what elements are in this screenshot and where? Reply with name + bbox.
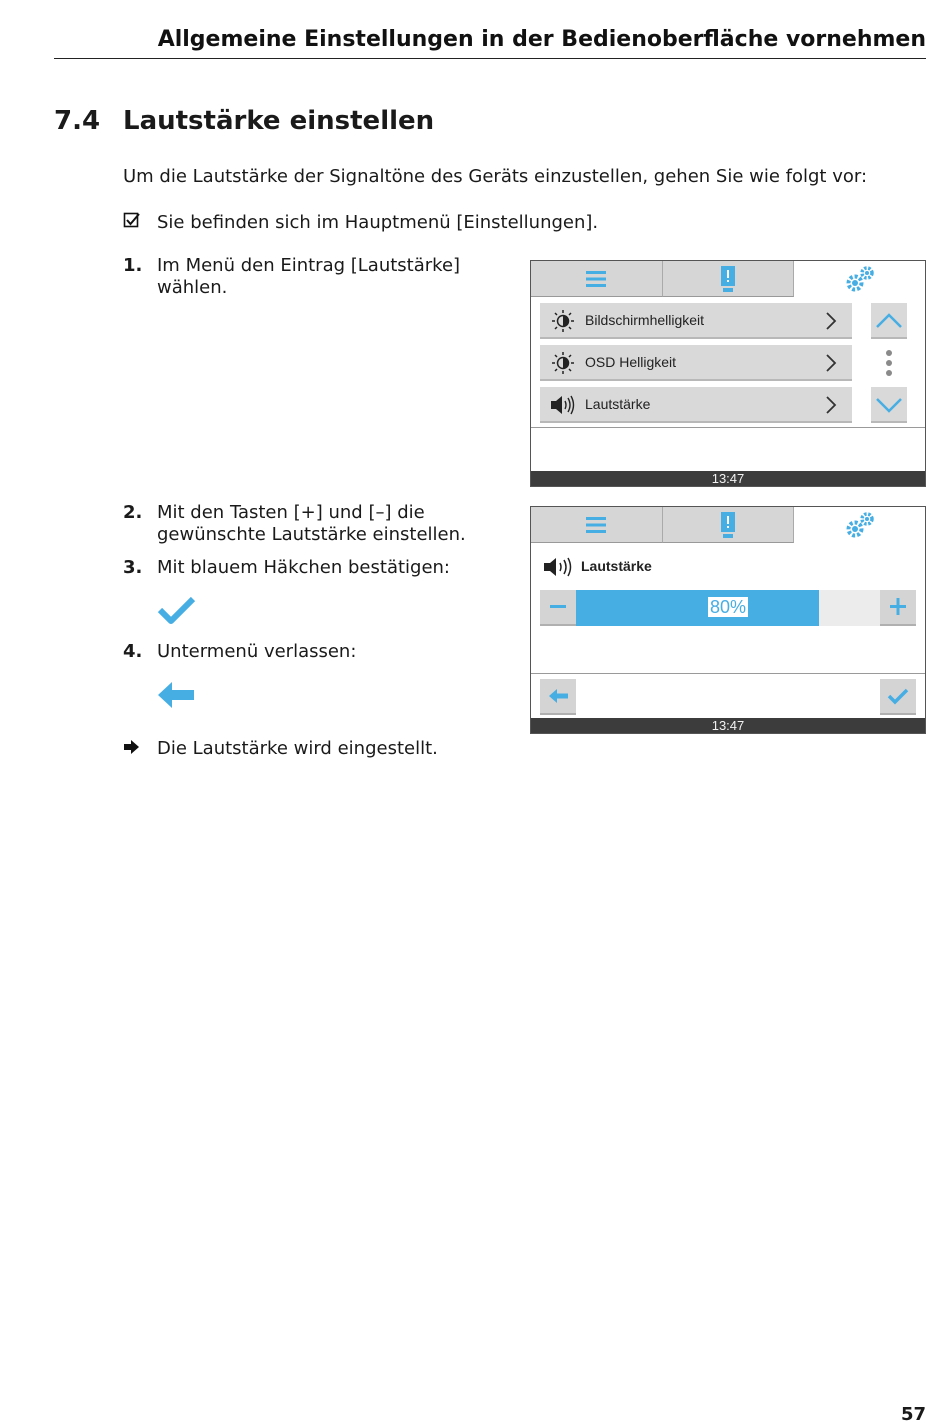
step-2-number: 2. bbox=[123, 502, 143, 523]
menu-item-label: Bildschirmhelligkeit bbox=[585, 312, 705, 328]
check-icon bbox=[880, 679, 916, 713]
alert-icon bbox=[721, 512, 735, 538]
menu-item-label: Lautstärke bbox=[585, 396, 651, 412]
back-button[interactable] bbox=[540, 679, 576, 715]
section-number: 7.4 bbox=[54, 106, 101, 136]
checkbox-icon bbox=[123, 212, 141, 230]
intro-text: Um die Lautstärke der Signaltöne des Geräts einzustellen, gehen Sie wie folgt vor: bbox=[123, 166, 868, 187]
brightness-icon bbox=[550, 351, 576, 375]
decrease-button[interactable] bbox=[540, 590, 576, 626]
device-screen-volume bbox=[530, 506, 926, 734]
step-2-line1: Mit den Tasten [+] und [–] die bbox=[157, 502, 425, 523]
step-4-number: 4. bbox=[123, 641, 143, 662]
step-3-number: 3. bbox=[123, 557, 143, 578]
settings-gears-icon bbox=[844, 510, 876, 540]
scroll-down-button[interactable] bbox=[871, 387, 907, 423]
step-1-number: 1. bbox=[123, 255, 143, 276]
menu-item-osd-helligkeit[interactable] bbox=[540, 345, 852, 381]
result-arrow-icon bbox=[123, 738, 141, 756]
volume-title: Lautstärke bbox=[581, 558, 652, 574]
list-icon bbox=[585, 515, 607, 535]
back-arrow-icon bbox=[156, 680, 196, 710]
check-icon bbox=[157, 596, 197, 626]
arrow-down-icon bbox=[871, 387, 907, 421]
step-4-line1: Untermenü verlassen: bbox=[157, 641, 357, 662]
speaker-icon bbox=[550, 393, 576, 417]
menu-item-lautstaerke[interactable] bbox=[540, 387, 852, 423]
tab-settings[interactable] bbox=[794, 261, 925, 297]
tab-alerts[interactable] bbox=[663, 261, 795, 297]
divider bbox=[531, 427, 925, 428]
alert-icon bbox=[721, 266, 735, 292]
menu-item-bildschirmhelligkeit[interactable] bbox=[540, 303, 852, 339]
confirm-button[interactable] bbox=[880, 679, 916, 715]
brightness-icon bbox=[550, 309, 576, 333]
device-screen-menu bbox=[530, 260, 926, 487]
divider bbox=[531, 673, 925, 674]
volume-slider[interactable] bbox=[576, 590, 880, 626]
tab-bar bbox=[531, 261, 925, 297]
page-number: 57 bbox=[900, 1404, 926, 1425]
minus-icon bbox=[540, 590, 576, 624]
tab-bar bbox=[531, 507, 925, 543]
step-2-line2: gewünschte Lautstärke einstellen. bbox=[157, 524, 466, 545]
back-arrow-icon bbox=[540, 679, 576, 713]
status-bar-time: 13:47 bbox=[531, 718, 925, 733]
step-1-line1: Im Menü den Eintrag [Lautstärke] bbox=[157, 255, 461, 276]
arrow-up-icon bbox=[871, 303, 907, 337]
precondition-text: Sie befinden sich im Hauptmenü [Einstellungen]. bbox=[157, 212, 599, 233]
more-dots-icon bbox=[883, 349, 895, 377]
volume-percentage: 80% bbox=[709, 597, 747, 617]
tab-list[interactable] bbox=[531, 507, 663, 543]
result-text: Die Lautstärke wird eingestellt. bbox=[157, 738, 438, 759]
plus-icon bbox=[880, 590, 916, 624]
step-3-line1: Mit blauem Häkchen bestätigen: bbox=[157, 557, 451, 578]
settings-gears-icon bbox=[844, 264, 876, 294]
tab-settings[interactable] bbox=[794, 507, 925, 543]
speaker-icon bbox=[543, 555, 575, 579]
chevron-right-icon bbox=[824, 353, 838, 373]
volume-label-wrap bbox=[576, 597, 880, 618]
menu-item-label: OSD Helligkeit bbox=[585, 354, 677, 370]
scroll-up-button[interactable] bbox=[871, 303, 907, 339]
section-title: Lautstärke einstellen bbox=[123, 106, 435, 136]
step-1-line2: wählen. bbox=[157, 277, 228, 298]
chevron-right-icon bbox=[824, 395, 838, 415]
status-bar-time: 13:47 bbox=[531, 471, 925, 486]
list-icon bbox=[585, 269, 607, 289]
tab-list[interactable] bbox=[531, 261, 663, 297]
running-header: Allgemeine Einstellungen in der Bedienoberfläche vornehmen bbox=[54, 26, 926, 59]
tab-alerts[interactable] bbox=[663, 507, 795, 543]
chevron-right-icon bbox=[824, 311, 838, 331]
increase-button[interactable] bbox=[880, 590, 916, 626]
